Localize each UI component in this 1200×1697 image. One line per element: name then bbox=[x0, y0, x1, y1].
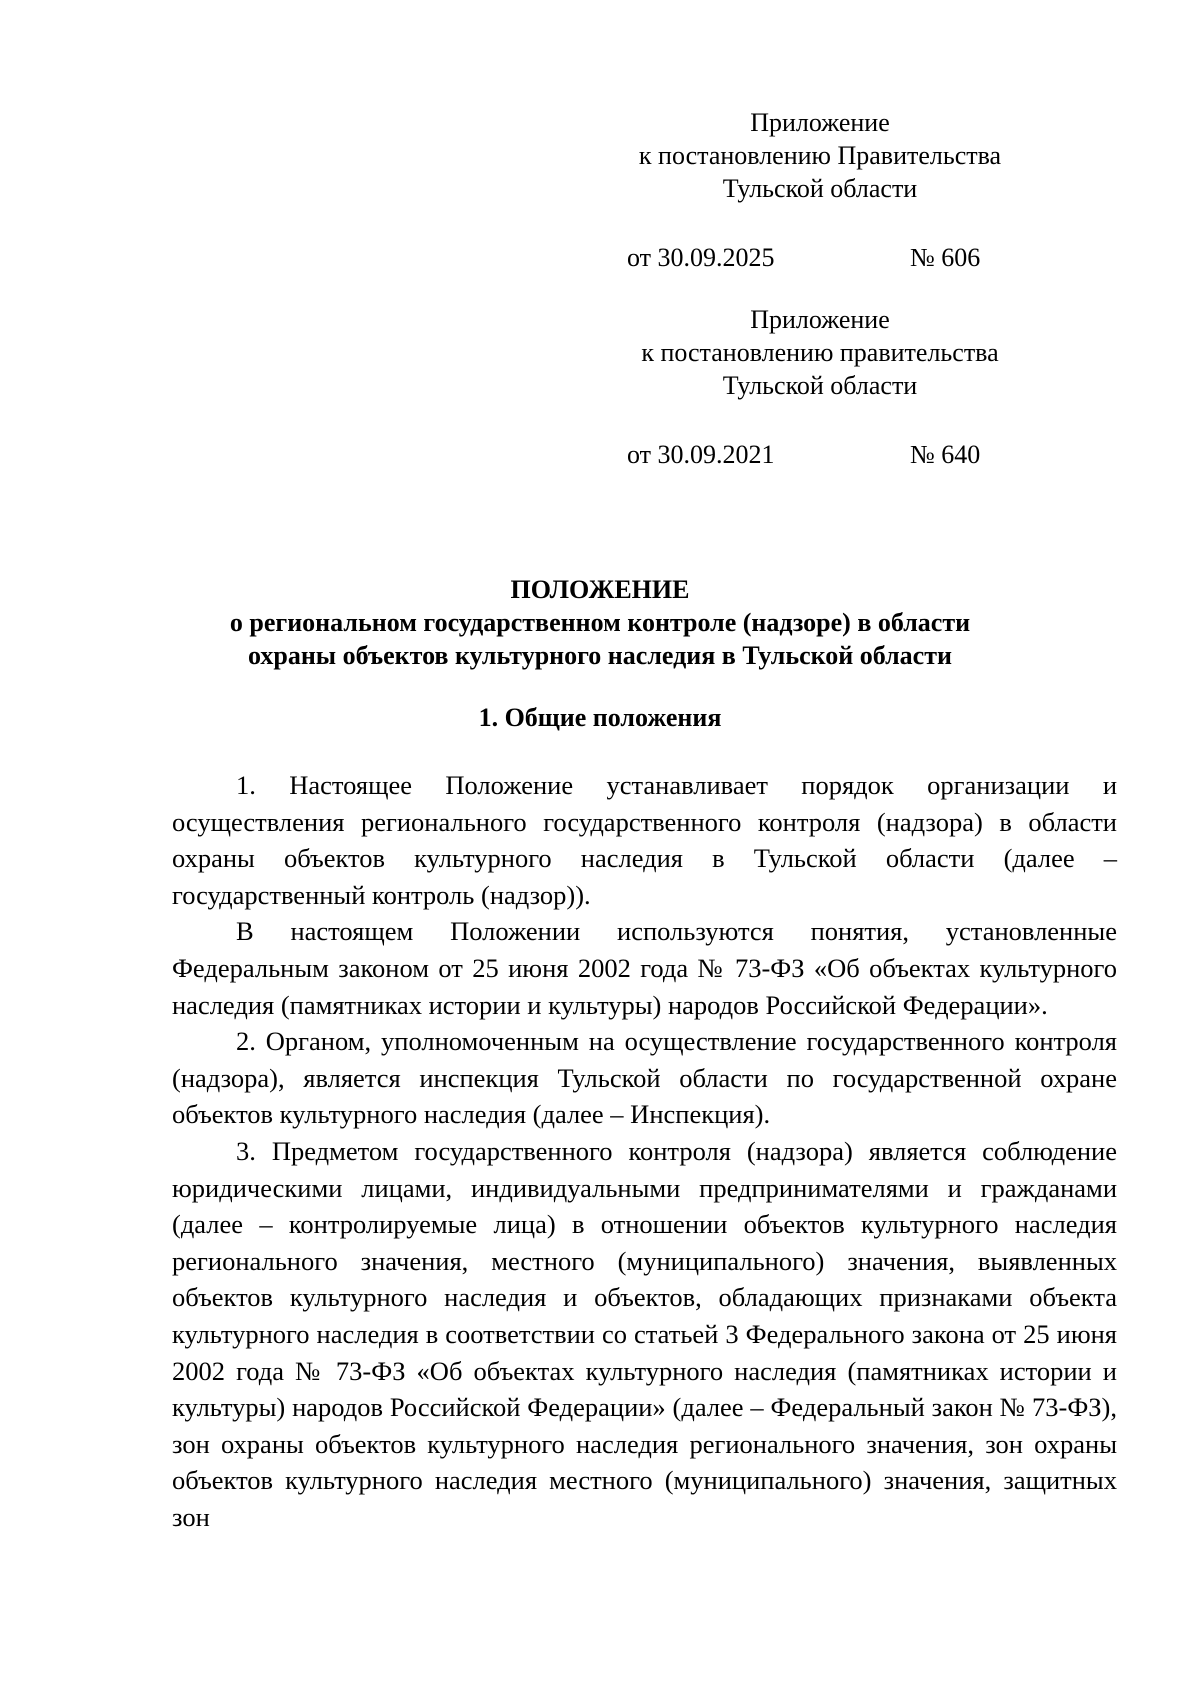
appendix-current-title: Приложение bbox=[750, 108, 890, 137]
appendix-current-date-row bbox=[627, 241, 1027, 274]
appendix-original-title: Приложение bbox=[750, 305, 890, 334]
appendix-current-line2: к постановлению Правительства bbox=[638, 141, 1002, 170]
appendix-original-block bbox=[620, 303, 1020, 402]
section-heading: 1. Общие положения bbox=[478, 703, 722, 732]
appendix-current-block bbox=[620, 106, 1020, 205]
paragraph-3: 2. Органом, уполномоченным на осуществление государственного контроля (надзора), является инспекция Тульской области по государственной охране объектов культурного наследия (далее – Инспекция). bbox=[172, 1026, 1117, 1130]
appendix-original-number: № 640 bbox=[910, 440, 981, 469]
document-subtitle-line2: охраны объектов культурного наследия в Тульской области bbox=[248, 641, 952, 670]
appendix-current-date: от 30.09.2025 bbox=[627, 243, 775, 272]
paragraph-1: 1. Настоящее Положение устанавливает порядок организации и осуществления регионального государственного контроля (надзора) в области охраны объектов культурного наследия в Тульской области (далее – государственный контроль (надзор)). bbox=[172, 770, 1117, 910]
paragraph-4: 3. Предметом государственного контроля (надзора) является соблюдение юридическими лицами, индивидуальными предпринимателями и гражданами (далее – контролируемые лица) в отношении объектов культурного наследия регионального значения, местного (муниципального) значения, выявленных объектов культурного наследия и объектов, обладающих признаками объекта культурного наследия в соответствии со статьей 3 Федерального закона от 25 июня 2002 года № 73-ФЗ «Об объектах культурного наследия (памятниках истории и культуры) народов Российской Федерации» (далее – Федеральный закон № 73-ФЗ), зон охраны объектов культурного наследия регионального значения, зон охраны объектов культурного наследия местного (муниципального) значения, защитных зон bbox=[172, 1135, 1117, 1532]
appendix-original-line2: к постановлению правительства bbox=[641, 338, 999, 367]
document-title bbox=[150, 573, 1050, 672]
paragraph-2: В настоящем Положении используются понятия, установленные Федеральным законом от 25 июня 2002 года № 73-ФЗ «Об объектах культурного наследия (памятниках истории и культуры) народов Российской Федерации». bbox=[172, 916, 1117, 1020]
document-subtitle-line1: о региональном государственном контроле (надзоре) в области bbox=[229, 608, 971, 637]
appendix-current-line3: Тульской области bbox=[722, 174, 918, 203]
appendix-current-number: № 606 bbox=[910, 243, 981, 272]
section-body bbox=[172, 767, 1117, 1535]
appendix-original-date-row bbox=[627, 438, 1027, 471]
appendix-original-line3: Тульской области bbox=[722, 371, 918, 400]
document-heading: ПОЛОЖЕНИЕ bbox=[510, 575, 690, 604]
appendix-original-date: от 30.09.2021 bbox=[627, 440, 775, 469]
